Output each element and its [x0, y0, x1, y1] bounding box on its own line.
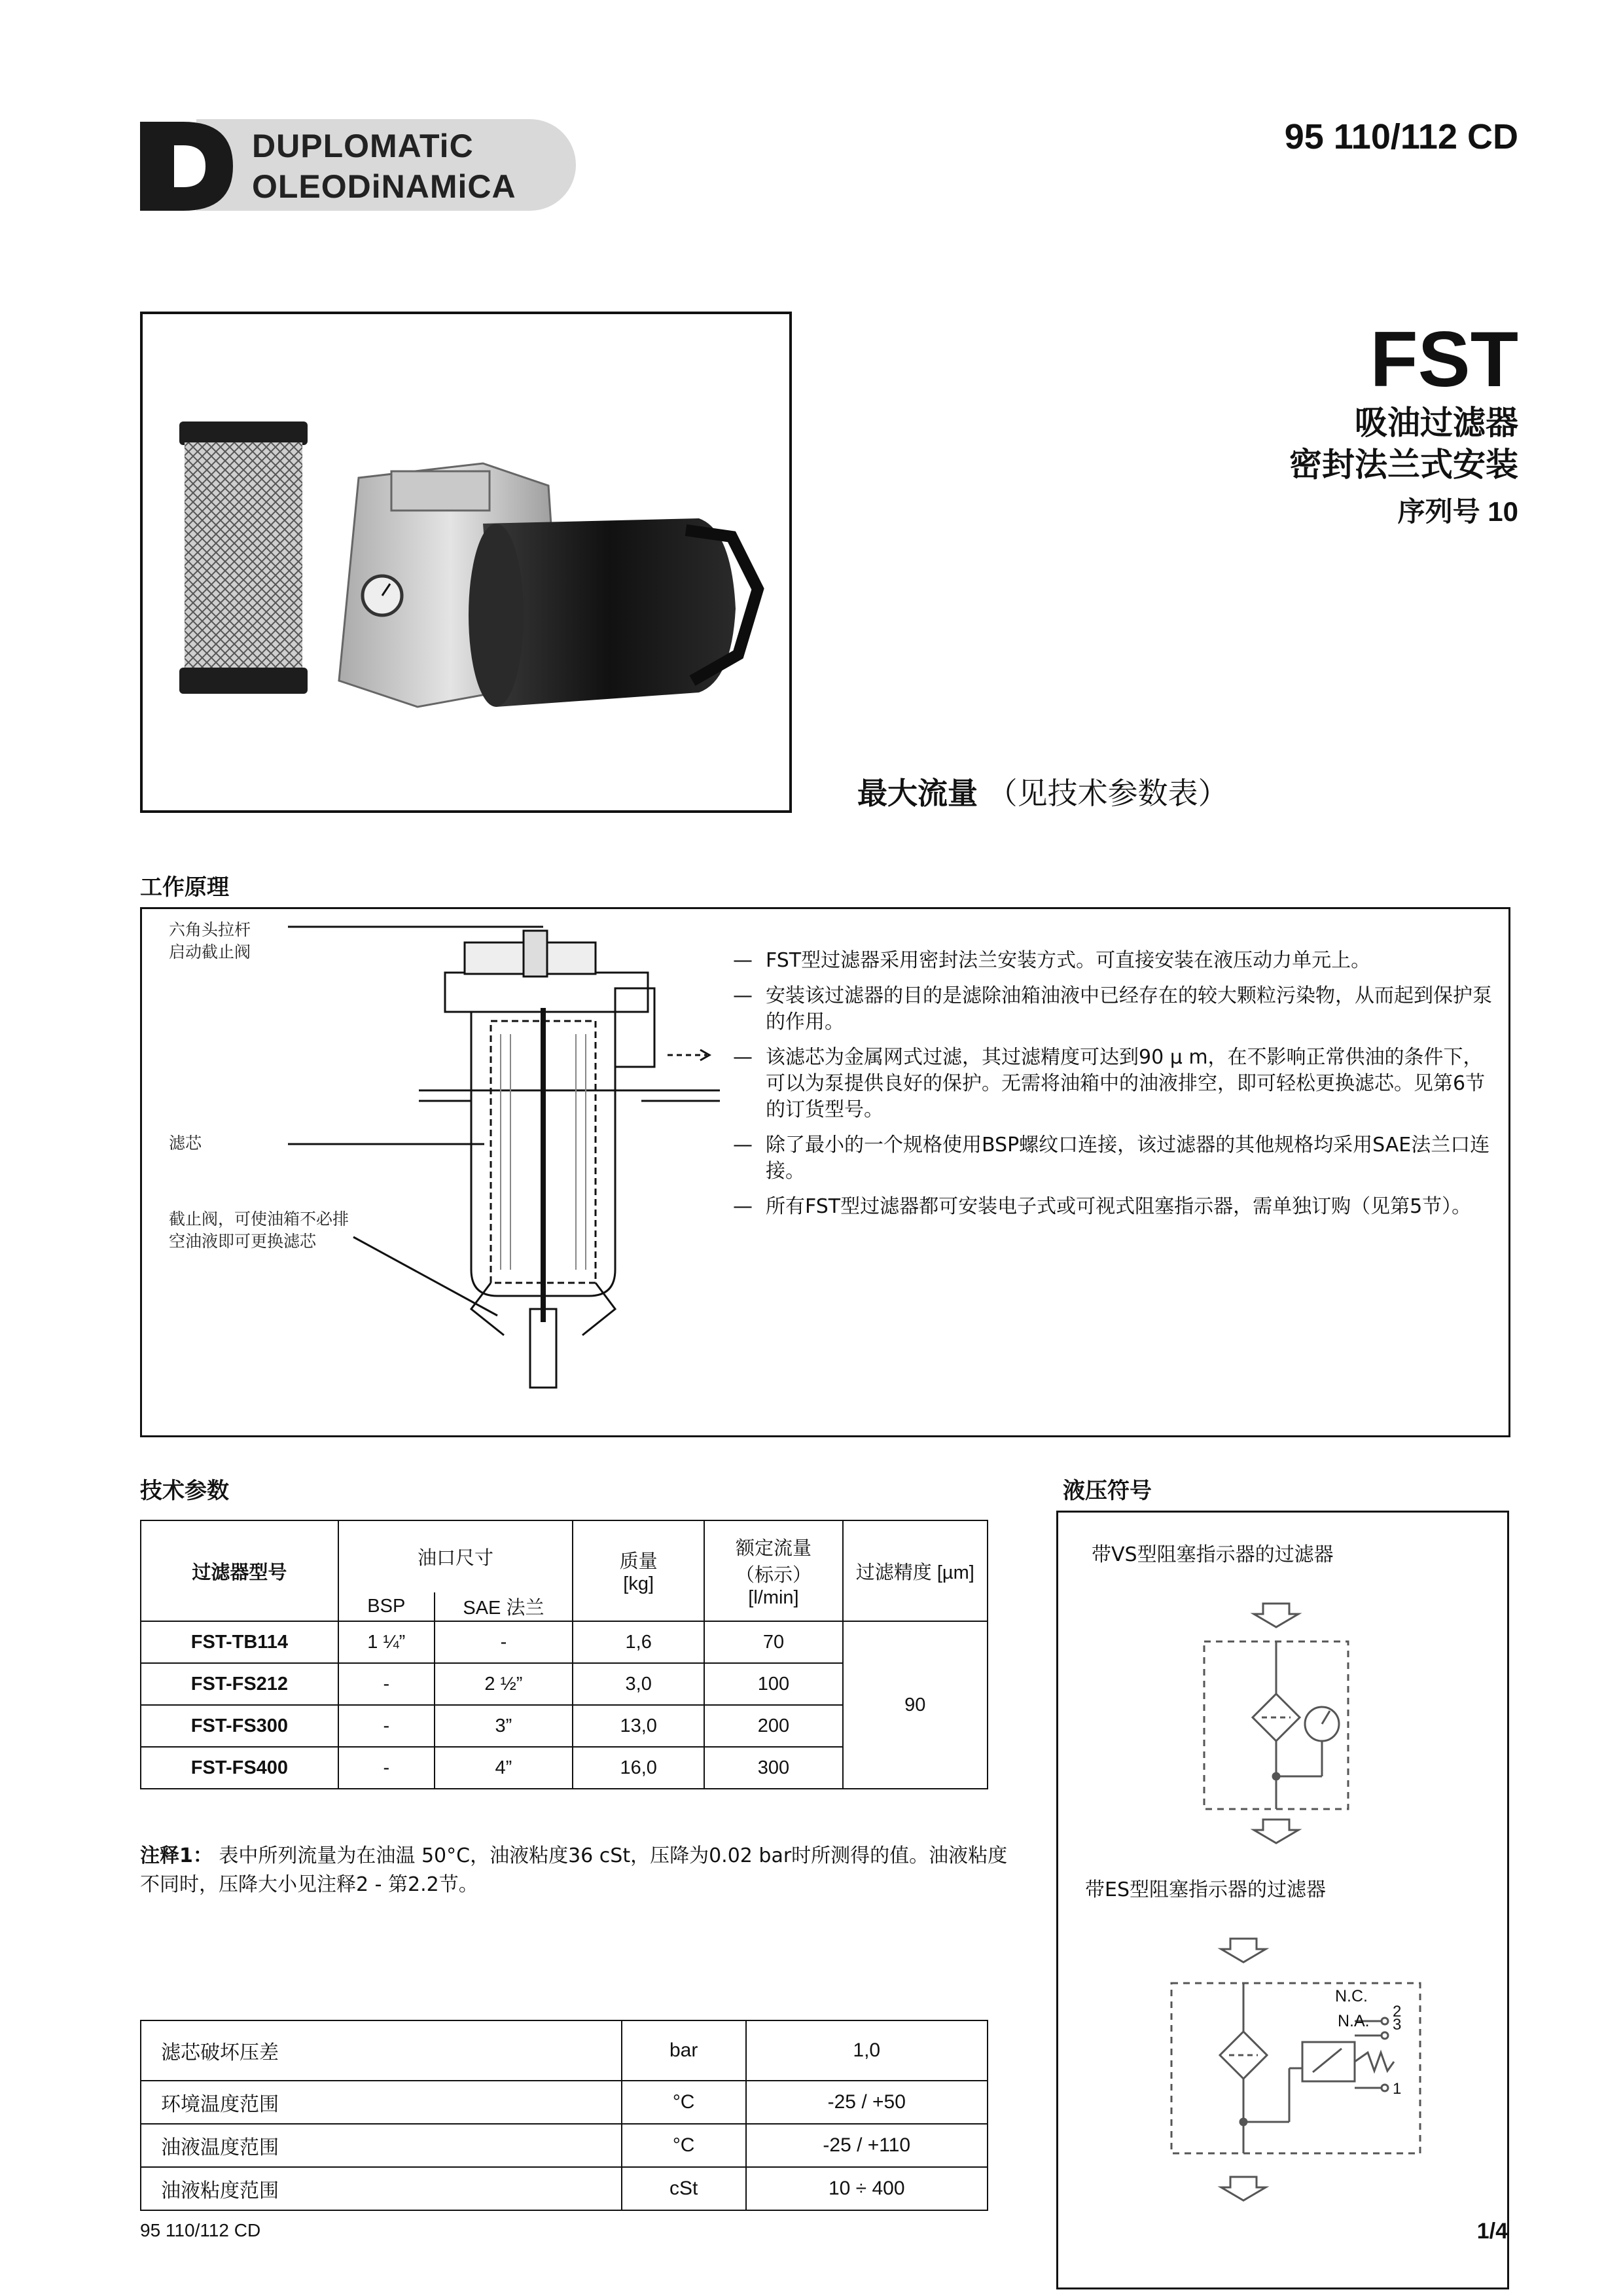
max-flow-label: 最大流量 — [857, 776, 978, 811]
hydraulic-heading: 液压符号 — [1063, 1479, 1152, 1503]
product-photo — [140, 312, 792, 813]
bullet-item: — 安装该过滤器的目的是滤除油箱油液中已经存在的较大颗粒污染物，从而起到保护泵的作用。 — [733, 984, 1492, 1033]
logo-line2: OLEODiNAMiCA — [252, 168, 516, 205]
filter-product-illustration — [143, 314, 789, 810]
table-row: 油液温度范围 °C -25 / +110 — [141, 2124, 988, 2167]
header-mass: 质量 [kg] — [573, 1520, 704, 1621]
footer-doc-number: 95 110/112 CD — [140, 2220, 261, 2240]
nc-label: N.C. — [1335, 1987, 1368, 2005]
header-bsp: BSP — [338, 1592, 435, 1621]
na-label: N.A. — [1338, 2012, 1370, 2030]
pin-3-label: 3 — [1393, 2016, 1402, 2034]
table-row: 滤芯破坏压差 bar 1,0 — [141, 2020, 988, 2081]
header-sae: SAE 法兰 — [435, 1592, 573, 1621]
note-label: 注释1： — [140, 1844, 213, 1867]
document-number: 95 110/112 CD — [1284, 117, 1518, 156]
product-mounting: 密封法兰式安装 — [1289, 446, 1518, 483]
title-block — [1289, 317, 1518, 538]
header-flow: 额定流量 （标示） [l/min] — [704, 1520, 842, 1621]
vs-filter-symbol-icon — [1191, 1602, 1387, 1844]
table-row: FST-TB114 1 ¼” - 1,6 70 90 — [141, 1621, 988, 1663]
series-number: 序列号 10 — [1397, 496, 1518, 527]
cross-section-diagram — [275, 916, 720, 1414]
header-model: 过滤器型号 — [141, 1520, 338, 1621]
note-text: 表中所列流量为在油温 50°C，油液粘度36 cSt，压降为0.02 bar时所测得的值。油液粘度不同时，压降大小见注释2 - 第2.2节。 — [140, 1844, 1008, 1896]
principle-heading: 工作原理 — [140, 875, 229, 900]
es-filter-symbol-icon — [1158, 1937, 1433, 2212]
product-name: 吸油过滤器 — [1355, 404, 1518, 441]
tech-heading: 技术参数 — [140, 1479, 229, 1503]
header-precision: 过滤精度 [µm] — [843, 1520, 988, 1621]
bullet-item: — 所有FST型过滤器都可安装电子式或可视式阻塞指示器，需单独订购（见第5节）。 — [733, 1195, 1472, 1218]
table-row: 环境温度范围 °C -25 / +50 — [141, 2081, 988, 2124]
product-model: FST — [1370, 315, 1518, 403]
logo-text — [252, 126, 516, 207]
logo-line1: DUPLOMATiC — [252, 128, 474, 164]
callout-hex-rod: 六角头拉杆 启动截止阀 — [169, 920, 251, 961]
max-flow — [857, 770, 1228, 813]
header-port: 油口尺寸 — [338, 1520, 573, 1592]
bullet-item: — FST型过滤器采用密封法兰安装方式。可直接安装在液压动力单元上。 — [733, 949, 1371, 972]
callout-valve: 截止阀，可使油箱不必排 空油液即可更换滤芯 — [169, 1210, 349, 1251]
pin-2-label: 2 — [1393, 2003, 1402, 2020]
vs-label: 带VS型阻塞指示器的过滤器 — [1092, 1543, 1334, 1566]
bullet-item: — 除了最小的一个规格使用BSP螺纹口连接，该过滤器的其他规格均采用SAE法兰口连接。 — [733, 1134, 1490, 1183]
bullet-item: — 该滤芯为金属网式过滤，其过滤精度可达到90 μ m，在不影响正常供油的条件下，可以为泵提供良好的保护。无需将油箱中的油液排空，即可轻松更换滤芯。见第6节的订货型号。 — [733, 1046, 1486, 1121]
table-row: 油液粘度范围 cSt 10 ÷ 400 — [141, 2167, 988, 2210]
table-row: FST-FS300 - 3” 13,0 200 — [141, 1705, 988, 1747]
conditions-table — [140, 2020, 988, 2211]
page-number: 1/4 — [1476, 2219, 1508, 2244]
note-1 — [140, 1842, 1010, 1899]
es-label: 带ES型阻塞指示器的过滤器 — [1085, 1878, 1326, 1901]
principle-bullets — [733, 948, 1492, 1229]
pin-1-label: 1 — [1393, 2080, 1402, 2098]
precision-value: 90 — [843, 1621, 988, 1789]
table-row: FST-FS400 - 4” 16,0 300 — [141, 1747, 988, 1789]
table-row: FST-FS212 - 2 ½” 3,0 100 — [141, 1663, 988, 1705]
callout-element: 滤芯 — [169, 1134, 202, 1153]
max-flow-note: （见技术参数表） — [987, 776, 1228, 811]
tech-table — [140, 1520, 988, 1789]
